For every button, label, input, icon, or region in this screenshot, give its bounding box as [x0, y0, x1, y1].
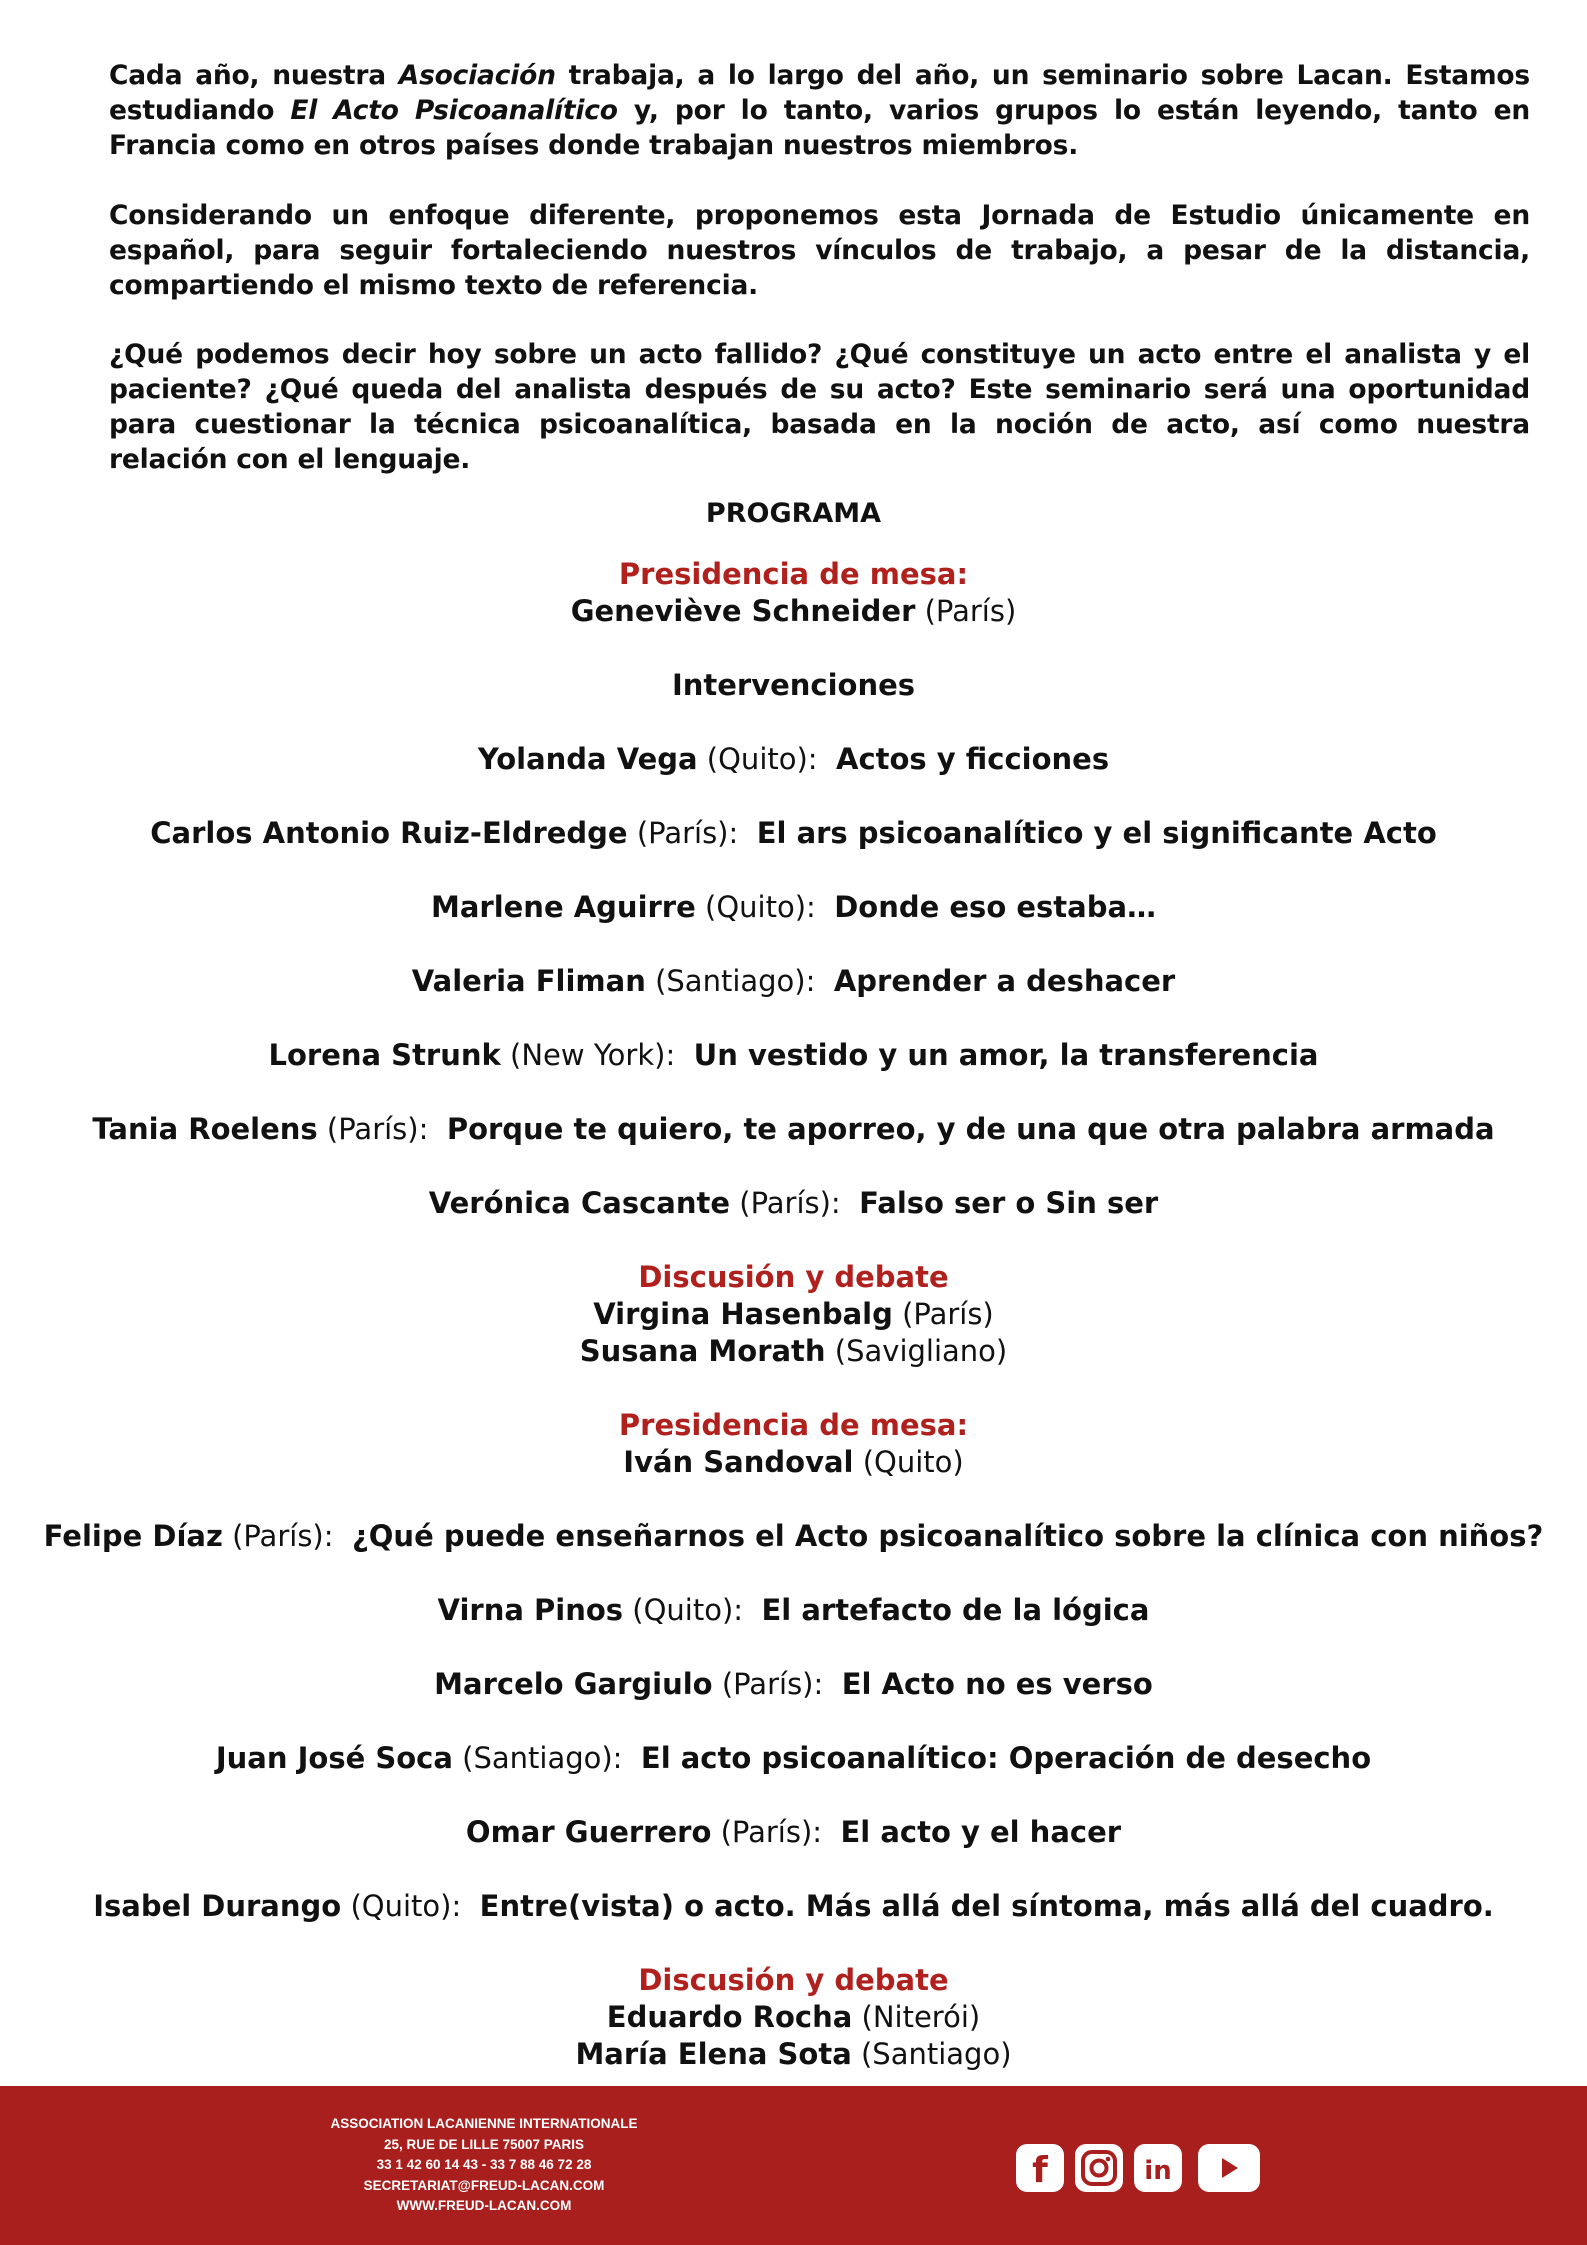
talk-entry: [0, 1664, 1587, 1704]
speaker-name: Virna Pinos: [437, 1593, 624, 1627]
speaker-name: Juan José Soca: [215, 1741, 453, 1775]
person-city: (Quito): [862, 1445, 964, 1479]
footer-band: [0, 2086, 1587, 2245]
talk-entry: [0, 739, 1587, 779]
program-title: PROGRAMA: [705, 498, 882, 529]
chair-label: Presidencia de mesa:: [618, 557, 969, 591]
speaker-city: (New York):: [510, 1038, 676, 1072]
person-city: (París): [924, 594, 1017, 628]
discussant-entry: [0, 1294, 1587, 1334]
talk-title: Porque te quiero, te aporreo, y de una que otra palabra armada: [446, 1112, 1495, 1146]
debate-label: Discusión y debate: [638, 1260, 949, 1294]
talk-title: El ars psicoanalítico y el significante Acto: [756, 816, 1437, 850]
talk-title: Falso ser o Sin ser: [859, 1186, 1159, 1220]
chair-label: Presidencia de mesa:: [618, 1408, 969, 1442]
speaker-city: (Quito):: [632, 1593, 744, 1627]
social-links: [1016, 2144, 1262, 2194]
person-city: (París): [902, 1297, 994, 1331]
talk-title: El acto y el hacer: [840, 1815, 1122, 1849]
intro-paragraph-2: Considerando un enfoque diferente, proponemos esta Jornada de Estudio únicamente en español, para seguir fortaleciendo nuestros vínculos de trabajo, a pesar de la distancia, compartiendo el mismo texto de referencia.: [109, 200, 1530, 301]
org-phones: 33 1 42 60 14 43 - 33 7 88 46 72 28: [376, 2157, 592, 2172]
speaker-city: (París):: [720, 1815, 823, 1849]
talk-entry: [0, 1109, 1587, 1149]
speaker-city: (París):: [232, 1519, 334, 1553]
talk-entry: [0, 1590, 1587, 1630]
speaker-city: (París):: [636, 816, 739, 850]
speaker-name: Valeria Fliman: [411, 964, 646, 998]
org-address: 25, RUE DE LILLE 75007 PARIS: [383, 2136, 585, 2152]
intro-text: Cada año, nuestra: [109, 60, 399, 91]
speaker-name: Verónica Cascante: [428, 1186, 731, 1220]
svg-text:in: in: [1144, 2156, 1172, 2186]
intro-emphasis: El Acto Psicoanalítico: [290, 95, 618, 126]
talk-title: Aprender a deshacer: [833, 964, 1176, 998]
chair-entry: [0, 1442, 1587, 1482]
talk-title: Donde eso estaba…: [834, 890, 1157, 924]
talk-title: El artefacto de la lógica: [761, 1593, 1150, 1627]
intro-paragraph-3: ¿Qué podemos decir hoy sobre un acto fallido? ¿Qué constituye un acto entre el analista y el paciente? ¿Qué queda del analista después de su acto? Este seminario será una oportunidad para cuestionar la técnica psicoanalítica, basada en la noción de acto, así como nuestra relación con el lenguaje.: [109, 339, 1530, 475]
speaker-name: Yolanda Vega: [477, 742, 698, 776]
speaker-city: (Quito):: [705, 890, 816, 924]
facebook-icon[interactable]: [1016, 2144, 1064, 2192]
interventions-heading: Intervenciones: [671, 668, 916, 702]
speaker-name: Carlos Antonio Ruiz-Eldredge: [150, 816, 628, 850]
speaker-city: (Santiago):: [655, 964, 816, 998]
org-name: ASSOCIATION LACANIENNE INTERNATIONALE: [330, 2116, 638, 2131]
talk-title: Un vestido y un amor, la transferencia: [693, 1038, 1319, 1072]
discussant-entry: [0, 2034, 1587, 2074]
email-link[interactable]: SECRETARIAT@FREUD-LACAN.COM: [363, 2177, 605, 2193]
talk-entry: [0, 1812, 1587, 1852]
person-city: (Savigliano): [834, 1334, 1008, 1368]
speaker-city: (París):: [326, 1112, 429, 1146]
person-name: Eduardo Rocha: [606, 2000, 853, 2034]
contact-block: [284, 2114, 684, 2217]
intro-emphasis: Asociación: [398, 60, 556, 91]
speaker-name: Tania Roelens: [92, 1112, 318, 1146]
person-name: Susana Morath: [579, 1334, 826, 1368]
chair-entry: [0, 591, 1587, 631]
discussant-entry: [0, 1331, 1587, 1371]
person-name: Geneviève Schneider: [570, 594, 916, 628]
intro-paragraph-1: [109, 58, 1530, 163]
talk-entry: [0, 961, 1587, 1001]
intro-text: y, por lo tanto, varios grupos lo están leyendo, tanto en Francia como en otros países donde trabajan nuestros miembros.: [109, 95, 1531, 161]
talk-entry: [0, 1886, 1587, 1926]
person-name: María Elena Sota: [575, 2037, 852, 2071]
speaker-name: Isabel Durango: [93, 1889, 342, 1923]
speaker-name: Marcelo Gargiulo: [434, 1667, 713, 1701]
talk-title: Entre(vista) o acto. Más allá del síntoma, más allá del cuadro.: [479, 1889, 1494, 1923]
speaker-city: (Quito):: [350, 1889, 462, 1923]
person-city: (Santiago): [860, 2037, 1012, 2071]
talk-title: ¿Qué puede enseñarnos el Acto psicoanalítico sobre la clínica con niños?: [351, 1519, 1544, 1553]
speaker-name: Lorena Strunk: [268, 1038, 501, 1072]
speaker-city: (París):: [721, 1667, 824, 1701]
person-city: (Niterói): [861, 2000, 981, 2034]
speaker-name: Felipe Díaz: [43, 1519, 223, 1553]
speaker-name: Marlene Aguirre: [430, 890, 696, 924]
svg-text:f: f: [1032, 2150, 1048, 2191]
linkedin-icon[interactable]: [1134, 2144, 1182, 2192]
debate-label: Discusión y debate: [638, 1963, 949, 1997]
intro-text: trabaja, a lo largo del año, un seminario sobre Lacan. Estamos estudiando: [109, 60, 1530, 126]
person-name: Iván Sandoval: [623, 1445, 854, 1479]
instagram-icon[interactable]: [1075, 2144, 1123, 2192]
talk-entry: [0, 1516, 1587, 1556]
person-name: Virgina Hasenbalg: [593, 1297, 893, 1331]
talk-entry: [0, 887, 1587, 927]
talk-entry: [0, 1183, 1587, 1223]
talk-entry: [0, 1035, 1587, 1075]
speaker-city: (Quito):: [706, 742, 818, 776]
talk-title: Actos y ficciones: [836, 742, 1110, 776]
website-link[interactable]: WWW.FREUD-LACAN.COM: [396, 2198, 572, 2213]
speaker-name: Omar Guerrero: [465, 1815, 712, 1849]
talk-title: El Acto no es verso: [841, 1667, 1153, 1701]
speaker-city: (París):: [739, 1186, 841, 1220]
youtube-icon[interactable]: [1198, 2144, 1260, 2192]
talk-title: El acto psicoanalítico: Operación de desecho: [640, 1741, 1372, 1775]
talk-entry: [0, 813, 1587, 853]
speaker-city: (Santiago):: [462, 1741, 623, 1775]
discussant-entry: [0, 1997, 1587, 2037]
talk-entry: [0, 1738, 1587, 1778]
